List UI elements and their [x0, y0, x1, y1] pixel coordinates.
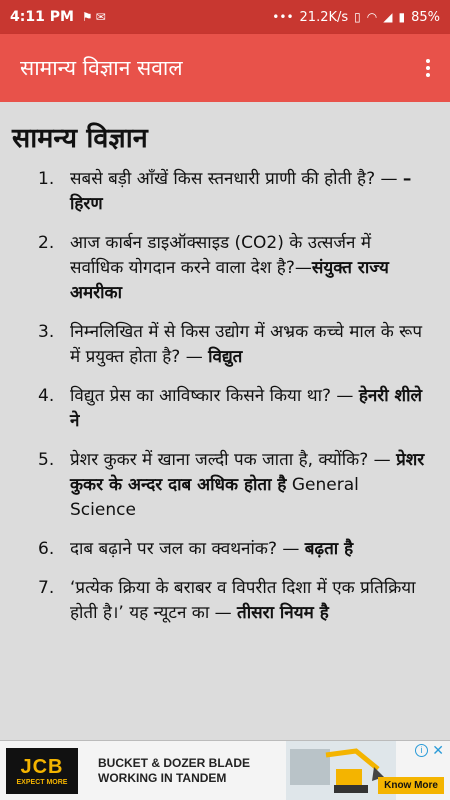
item-number: 7.	[38, 578, 55, 598]
app-notification-icon: ⚑	[81, 10, 93, 24]
item-number: 4.	[38, 386, 55, 406]
list-item	[38, 320, 428, 370]
question-list	[0, 167, 450, 626]
dots-icon: •••	[272, 10, 294, 24]
question-text: ‘प्रत्येक क्रिया के बराबर व विपरीत दिशा में एक प्रतिक्रिया होती है।’ यह न्यूटन का —	[70, 578, 416, 623]
signal-icon: ◢	[383, 10, 393, 24]
ad-headline	[98, 756, 268, 786]
battery-icon: ▮	[398, 10, 406, 24]
item-number: 1.	[38, 169, 55, 189]
wifi-icon: ◠	[366, 10, 378, 24]
ad-line-1: BUCKET & DOZER BLADE	[98, 755, 250, 770]
answer-text: बढ़ता है	[304, 539, 354, 559]
question-text: आज कार्बन डाइऑक्साइड (CO2) के उत्सर्जन में सर्वाधिक योगदान करने वाला देश है?—	[70, 233, 372, 278]
list-item	[38, 448, 428, 523]
ad-info-icon[interactable]: i	[415, 744, 428, 757]
net-speed: 21.2K/s	[299, 9, 349, 25]
list-item	[38, 231, 428, 306]
jcb-logo	[6, 748, 78, 794]
vibrate-icon: ▯	[354, 10, 361, 24]
item-number: 5.	[38, 450, 55, 470]
answer-text: – हिरण	[70, 169, 412, 214]
status-bar	[0, 0, 450, 34]
item-number: 2.	[38, 233, 55, 253]
ad-cta-button[interactable]: Know More	[378, 777, 444, 794]
answer-text: तीसरा नियम है	[237, 603, 329, 623]
item-number: 6.	[38, 539, 55, 559]
list-item	[38, 384, 428, 434]
page-heading: सामन्य विज्ञान	[12, 123, 148, 154]
ad-brand: JCB	[20, 755, 64, 778]
question-text: प्रेशर कुकर में खाना जल्दी पक जाता है, क्योंकि? —	[70, 450, 391, 470]
question-text: निम्नलिखित में से किस उद्योग में अभ्रक कच्चे माल के रूप में प्रयुक्त होता है? —	[70, 322, 423, 367]
answer-text: विद्युत	[208, 347, 243, 367]
battery-percent: 85%	[411, 9, 440, 25]
article-content	[0, 102, 450, 740]
ad-brand-tag: EXPECT MORE	[16, 778, 68, 786]
question-text: दाब बढ़ाने पर जल का क्वथनांक? —	[70, 539, 300, 559]
question-text: सबसे बड़ी आँखें किस स्तनधारी प्राणी की होती है? —	[70, 169, 398, 189]
list-item	[38, 167, 428, 217]
answer-text: प्रेशर कुकर के अन्दर दाब अधिक होता है	[70, 450, 425, 495]
answer-tail: General Science	[70, 475, 359, 520]
status-right	[272, 10, 440, 25]
list-item	[38, 576, 428, 626]
ad-line-2: WORKING IN TANDEM	[98, 770, 227, 785]
ad-close-icon[interactable]: ✕	[432, 742, 444, 758]
question-text: विद्युत प्रेस का आविष्कार किसने किया था? —	[70, 386, 354, 406]
overflow-menu-icon[interactable]	[416, 53, 430, 83]
answer-text: संयुक्त राज्य अमरीका	[70, 258, 389, 303]
message-icon: ✉	[95, 10, 106, 24]
answer-text: हेनरी शीले ने	[70, 386, 423, 431]
app-title: सामान्य विज्ञान सवाल	[20, 56, 183, 80]
list-item	[38, 537, 428, 562]
notification-icons	[82, 11, 106, 23]
ad-banner[interactable]	[0, 740, 450, 800]
app-bar	[0, 34, 450, 102]
status-time: 4:11 PM	[10, 9, 74, 25]
item-number: 3.	[38, 322, 55, 342]
